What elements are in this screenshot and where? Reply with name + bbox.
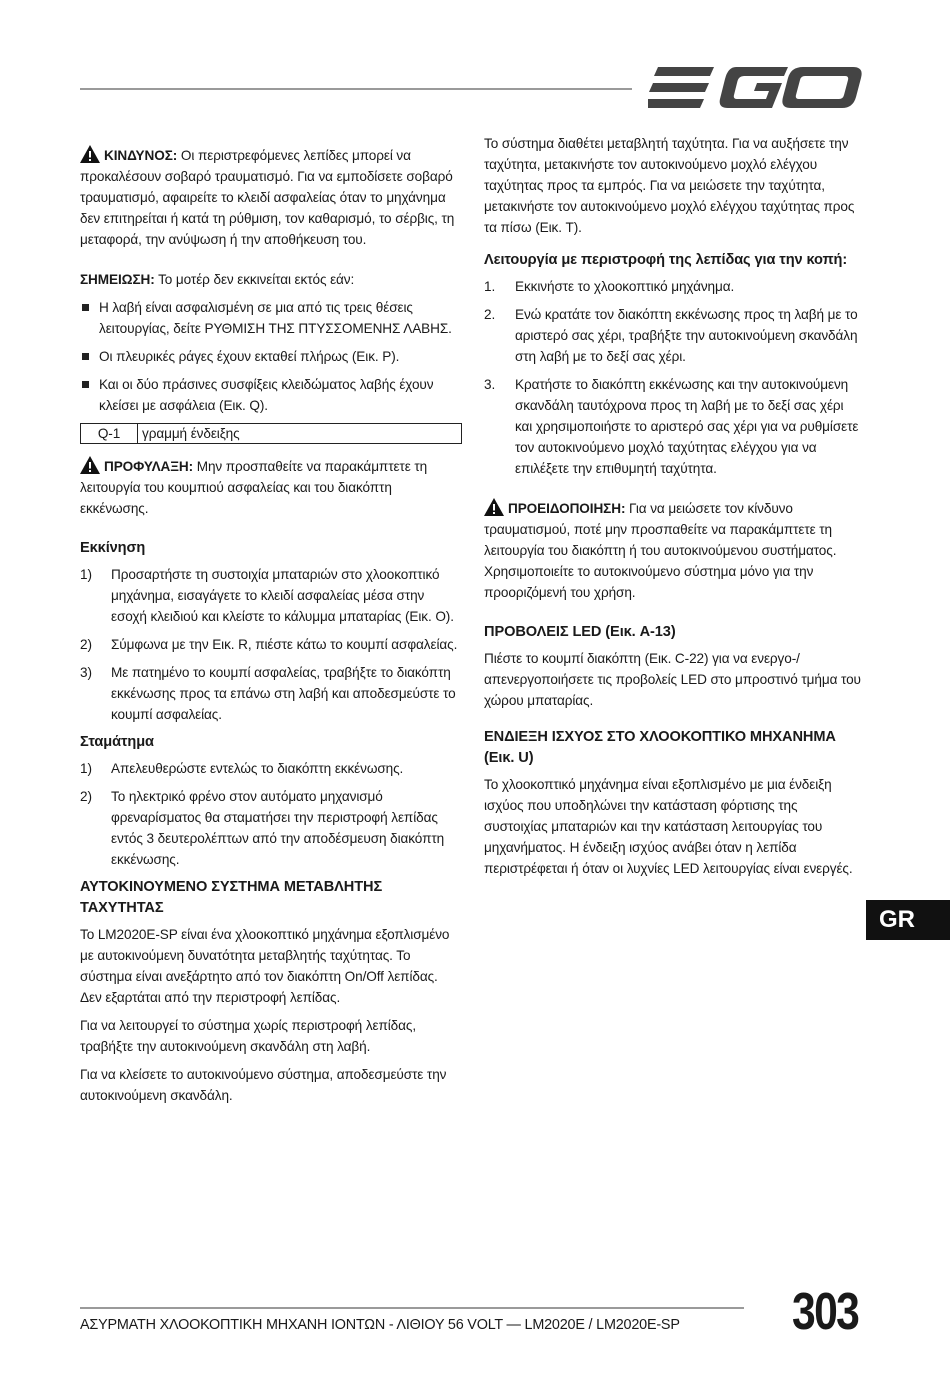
note-text: Το μοτέρ δεν εκκινείται εκτός εάν: (154, 272, 355, 287)
danger-label: ΚΙΝΔΥΝΟΣ: (104, 148, 178, 163)
list-item: 2. Ενώ κρατάτε τον διακόπτη εκκένωσης προς τη λαβή με το αριστερό σας χέρι, τραβήξτε την αυτοκινούμενη σκανδάλη στη λαβή με το δεξί σας χέρι. (484, 307, 858, 364)
caution-notice (80, 456, 462, 519)
list-item: 2) Το ηλεκτρικό φρένο στον αυτόματο μηχανισμό φρεναρίσματος θα σταματήσει την περιστροφή λεπίδας εντός 3 δευτερολέπτων από την αποδέσμευση διακόπτη εκκένωσης. (80, 789, 445, 867)
operation-heading: Λειτουργία με περιστροφή της λεπίδας για την κοπή: (484, 252, 848, 268)
led-text: Πιέστε το κουμπί διακόπτη (Εικ. C-22) για να ενεργο-/απενεργοποιήσετε τις προβολείς LED στο μπροστινό τμήμα του χώρου μπαταρίας. (484, 651, 861, 708)
danger-text: Οι περιστρεφόμενες λεπίδες μπορεί να προκαλέσουν σοβαρό τραυματισμό. Για να εμποδίσετε σοβαρό τραυματισμό, αφαιρείτε το κλειδί ασφαλείας όταν το μηχάνημα δεν επιτηρείται ή κατά τη ρύθμιση, τον καθαρισμό, το σέρβις, τη μεταφορά, την ανύψωση ή την αποθήκευση του. (80, 148, 455, 247)
table-cell-desc: γραμμή ένδειξης (142, 426, 240, 441)
note-bullets (80, 297, 462, 416)
warning-text: Για να μειώσετε τον κίνδυνο τραυματισμού, ποτέ μην προσπαθείτε να παρακάμπτετε τη λειτουργία του διακόπτη ή του αυτοκινούμενου συστήματος. Χρησιμοποιείτε το αυτοκινούμενο σύστημα μόνο για την προοριζόμενή του χρήση. (484, 501, 837, 600)
warning-triangle-icon (484, 498, 504, 516)
power-text: Το χλοοκοπτικό μηχάνημα είναι εξοπλισμένο με μια ένδειξη ισχύος που υποδηλώνει την κατάσταση φόρτισης της συστοιχίας μπαταριών και την κατάσταση λειτουργίας του μηχανήματος. Η ένδειξη ισχύος ανάβει όταν η λεπίδα περιστρέφεται ή όταν οι λυχνίες LED λειτουργίας είναι ενεργές. (484, 777, 853, 876)
note (80, 269, 462, 290)
list-item: 1) Προσαρτήστε τη συστοιχία μπαταριών στο χλοοκοπτικό μηχάνημα, εισαγάγετε το κλειδί ασφαλείας μέσα στην εσοχή κλειδιού και κλείστε το κάλυμμα μπαταρίας (Εικ. O). (80, 567, 454, 624)
warning-notice (484, 498, 864, 603)
language-tab: GR (866, 900, 950, 940)
list-item: 1) Απελευθερώστε εντελώς το διακόπτη εκκένωσης. (80, 761, 404, 776)
danger-notice (80, 145, 462, 250)
speed-intro: Το σύστημα διαθέτει μεταβλητή ταχύτητα. Για να αυξήσετε την ταχύτητα, μετακινήστε τον αυτοκινούμενο μοχλό ελέγχου ταχύτητας προς τα εμπρός. Για να μειώσετε την ταχύτητα, μετακινήστε τον αυτοκινούμενο μοχλό ελέγχου ταχύτητας προς τα πίσω (Εικ. T). (484, 136, 855, 235)
warning-triangle-icon (80, 456, 100, 474)
list-item: Η λαβή είναι ασφαλισμένη σε μια από τις τρεις θέσεις λειτουργίας, δείτε ΡΥΘΜΙΣΗ ΤΗΣ ΠΤΥΣΣΟΜΕΝΗΣ ΛΑΒΗΣ. (80, 297, 462, 339)
speed-paragraph-1: Το LM2020E-SP είναι ένα χλοοκοπτικό μηχάνημα εξοπλισμένο με αυτοκινούμενη δυνατότητα μεταβλητής ταχύτητας. Το σύστημα είναι ανεξάρτητο από τον διακόπτη On/Off λεπίδας. Δεν εξαρτάται από την περιστροφή λεπίδας. (80, 927, 450, 1005)
speed-paragraph-3: Για να κλείσετε το αυτοκινούμενο σύστημα, αποδεσμεύστε την αυτοκινούμενη σκανδάλη. (80, 1067, 447, 1103)
start-heading: Εκκίνηση (80, 540, 146, 556)
led-heading: ΠΡΟΒΟΛΕΙΣ LED (Εικ. A-13) (484, 624, 676, 640)
start-steps (80, 564, 462, 725)
left-column (80, 145, 462, 1113)
warning-triangle-icon (80, 145, 100, 163)
warning-label: ΠΡΟΕΙΔΟΠΟΙΗΣΗ: (508, 501, 626, 516)
list-item: Οι πλευρικές ράγες έχουν εκταθεί πλήρως (Εικ. P). (80, 346, 462, 367)
list-item: 1. Εκκινήστε το χλοοκοπτικό μηχάνημα. (484, 279, 735, 294)
header-rule (80, 88, 632, 90)
list-item: 3) Με πατημένο το κουμπί ασφαλείας, τραβήξτε το διακόπτη εκκένωσης προς τα επάνω στη λαβή και αποδεσμεύστε το κουμπί ασφαλείας. (80, 665, 456, 722)
speed-paragraph-2: Για να λειτουργεί το σύστημα χωρίς περιστροφή λεπίδας, τραβήξτε την αυτοκινούμενη σκανδάλη στη λαβή. (80, 1018, 417, 1054)
right-column (484, 133, 864, 886)
table-cell-code: Q-1 (81, 424, 138, 443)
legend-table (80, 423, 462, 444)
page-number: 303 (792, 1283, 859, 1341)
note-label: ΣΗΜΕΙΩΣΗ: (80, 272, 155, 287)
footer-rule (80, 1307, 744, 1309)
footer-title: ΑΣΥΡΜΑΤΗ ΧΛΟΟΚΟΠΤΙΚΗ ΜΗΧΑΝΗ ΙΟΝΤΩΝ - ΛΙΘΙΟΥ 56 VOLT — LM2020E / LM2020E-SP (80, 1317, 680, 1333)
stop-heading: Σταμάτημα (80, 734, 154, 750)
list-item: 3. Κρατήστε το διακόπτη εκκένωσης και την αυτοκινούμενη σκανδάλη ταυτόχρονα προς τη λαβή με το δεξί σας χέρι και χρησιμοποιήστε το αριστερό σας χέρι για να ρυθμίσετε τον αυτοκινούμενο μοχλό ταχύτητας ελέγχου για να επιλέξετε την επιθυμητή ταχύτητα. (484, 377, 859, 476)
list-item: 2) Σύμφωνα με την Εικ. R, πιέστε κάτω το κουμπί ασφαλείας. (80, 637, 458, 652)
list-item: Και οι δύο πράσινες συσφίξεις κλειδώματος λαβής έχουν κλείσει με ασφάλεια (Εικ. Q). (80, 374, 462, 416)
caution-label: ΠΡΟΦΥΛΑΞΗ: (104, 459, 194, 474)
power-heading: ΕΝΔΙΕΞΗ ΙΣΧΥΟΣ ΣΤΟ ΧΛΟΟΚΟΠΤΙΚΟ ΜΗΧΑΝΗΜΑ (Εικ. U) (484, 729, 836, 766)
speed-heading: ΑΥΤΟΚΙΝΟΥΜΕΝΟ ΣΥΣΤΗΜΑ ΜΕΤΑΒΛΗΤΗΣ ΤΑΧΥΤΗΤΑΣ (80, 879, 383, 916)
stop-steps (80, 758, 462, 870)
ego-logo (648, 62, 863, 114)
caution-text: Μην προσπαθείτε να παρακάμπτετε τη λειτουργία του κουμπιού ασφαλείας και του διακόπτη εκκένωσης. (80, 459, 428, 516)
operation-steps (484, 276, 864, 479)
